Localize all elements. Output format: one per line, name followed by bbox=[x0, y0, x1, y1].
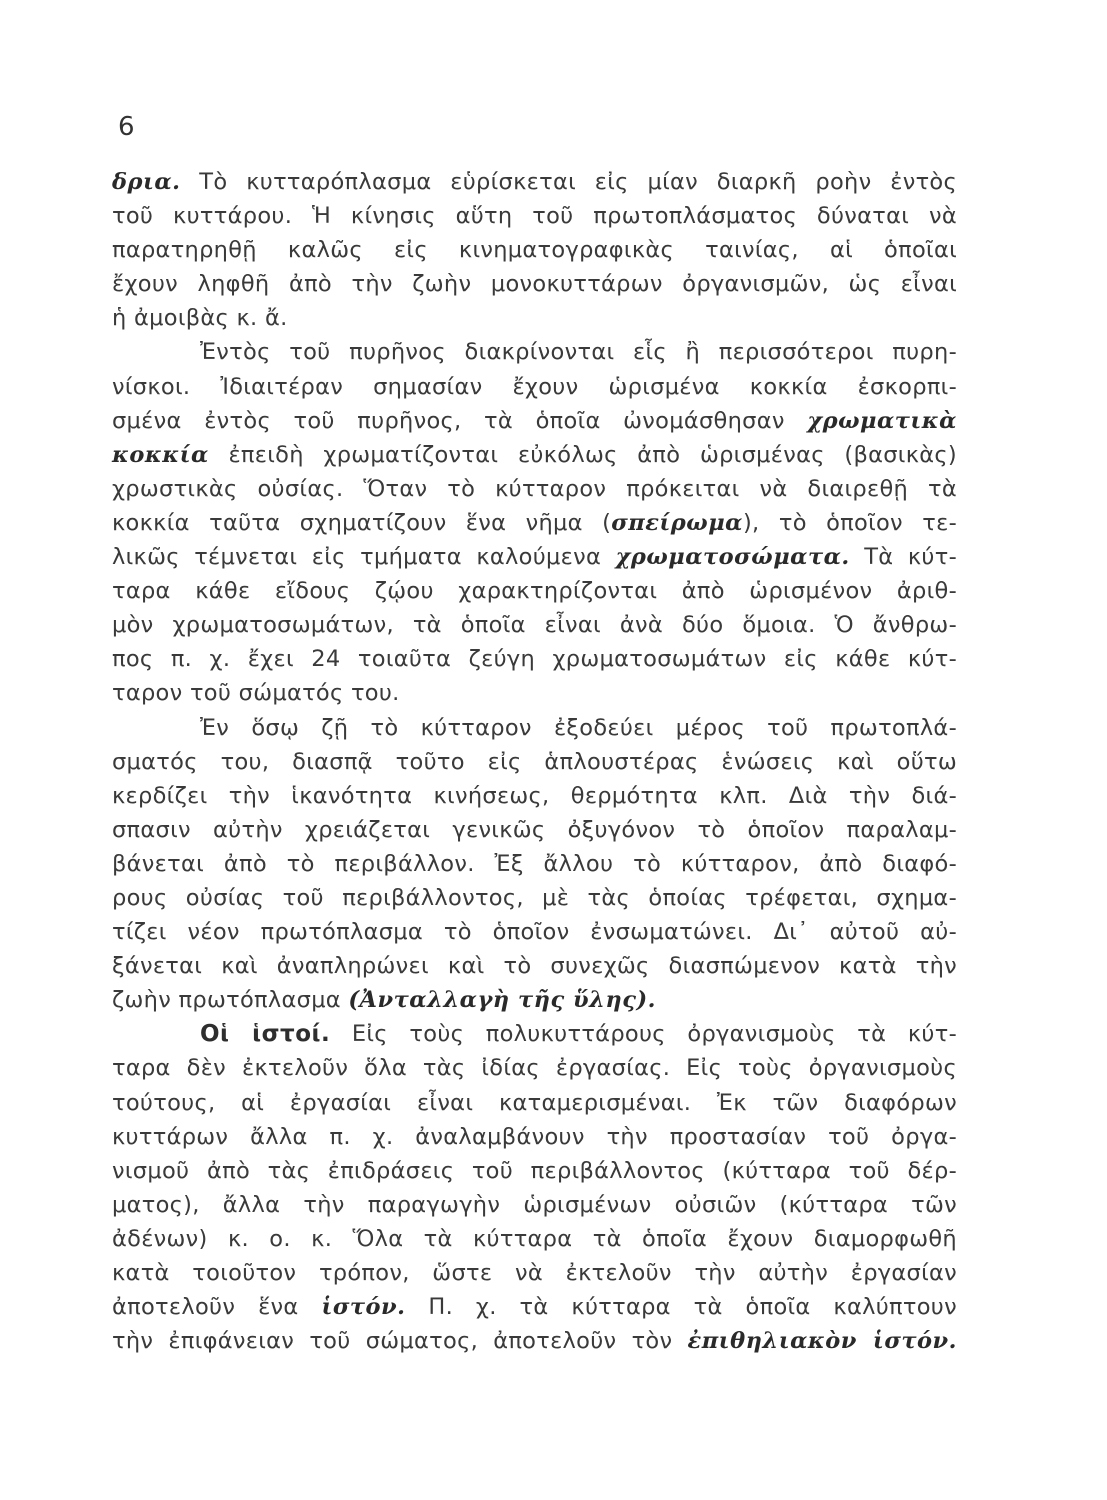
text-line bbox=[112, 1290, 957, 1324]
text-line bbox=[112, 165, 957, 199]
text-line bbox=[112, 438, 957, 472]
text-run: τίζει νέον πρωτόπλασμα τὸ ὁποῖον ἐνσωματώνει. Δι᾽ αὐτοῦ αὐ- bbox=[112, 919, 957, 946]
text-run: ταρον τοῦ σώματός του. bbox=[112, 680, 400, 707]
text-run: ), τὸ ὁποῖον τε- bbox=[742, 509, 957, 536]
text-line bbox=[112, 915, 957, 949]
paragraph-first-line bbox=[112, 335, 957, 369]
section-heading: Οἱ ἱστοί. bbox=[200, 1021, 331, 1048]
text-run: ἀποτελοῦν ἕνα bbox=[112, 1294, 322, 1321]
text-run: μὸν χρωματοσωμάτων, τὰ ὁποῖα εἶναι ἀνὰ δύο ὅμοια. Ὁ ἄνθρω- bbox=[112, 612, 957, 639]
text-run: κυττάρων ἄλλα π. χ. ἀναλαμβάνουν τὴν προστασίαν τοῦ ὀργα- bbox=[112, 1123, 957, 1150]
text-run: ζωὴν πρωτόπλασμα bbox=[112, 987, 349, 1014]
text-line bbox=[112, 608, 957, 642]
emphasis-term: δρια. bbox=[112, 169, 181, 195]
text-run: παρατηρηθῇ καλῶς εἰς κινηματογραφικὰς ταινίας, αἱ ὁποῖαι bbox=[112, 237, 957, 264]
page-number: 6 bbox=[118, 112, 135, 142]
text-line bbox=[112, 1120, 957, 1154]
text-line bbox=[112, 983, 957, 1017]
text-run: νίσκοι. Ἰδιαιτέραν σημασίαν ἔχουν ὡρισμένα κοκκία ἐσκορπι- bbox=[112, 373, 957, 400]
text-run: κερδίζει τὴν ἱκανότητα κινήσεως, θερμότητα κλπ. Διὰ τὴν διά- bbox=[112, 782, 957, 809]
text-line bbox=[112, 540, 957, 574]
text-line bbox=[112, 404, 957, 438]
text-line bbox=[112, 472, 957, 506]
paragraph-first-line bbox=[112, 711, 957, 745]
text-run: τοῦ κυττάρου. Ἡ κίνησις αὕτη τοῦ πρωτοπλάσματος δύναται νὰ bbox=[112, 203, 957, 230]
emphasis-term: ἐπιθηλιακὸν ἱστόν. bbox=[687, 1328, 958, 1355]
text-run: σπασιν αὐτὴν χρειάζεται γενικῶς ὀξυγόνον τὸ ὁποῖον παραλαμ- bbox=[112, 816, 957, 843]
text-line bbox=[112, 1154, 957, 1188]
text-run: ἐπειδὴ χρωματίζονται εὐκόλως ἀπὸ ὡρισμένας (βασικὰς) bbox=[208, 441, 957, 468]
text-line bbox=[112, 949, 957, 983]
text-line bbox=[112, 881, 957, 915]
text-run: κοκκία ταῦτα σχηματίζουν ἕνα νῆμα ( bbox=[112, 509, 612, 536]
text-line bbox=[112, 676, 957, 710]
text-run: Ἐν ὅσῳ ζῇ τὸ κύτταρον ἐξοδεύει μέρος τοῦ πρωτοπλά- bbox=[200, 714, 957, 741]
text-line bbox=[112, 847, 957, 881]
text-line bbox=[112, 574, 957, 608]
text-line bbox=[112, 642, 957, 676]
emphasis-term: ἱστόν. bbox=[321, 1294, 406, 1321]
text-line bbox=[112, 1051, 957, 1085]
text-run: ρους οὐσίας τοῦ περιβάλλοντος, μὲ τὰς ὁποίας τρέφεται, σχημα- bbox=[112, 884, 957, 911]
emphasis-term: χρωματοσώματα. bbox=[615, 544, 850, 571]
text-run: ταρα κάθε εἴδους ζῴου χαρακτηρίζονται ἀπὸ ὡρισμένον ἀριθ- bbox=[112, 578, 957, 605]
text-run: λικῶς τέμνεται εἰς τμήματα καλούμενα bbox=[112, 544, 616, 571]
emphasis-term: σπείρωμα bbox=[611, 509, 743, 536]
text-line bbox=[112, 267, 957, 301]
text-run: νισμοῦ ἀπὸ τὰς ἐπιδράσεις τοῦ περιβάλλοντος (κύτταρα τοῦ δέρ- bbox=[112, 1157, 957, 1184]
text-run: Π. χ. τὰ κύτταρα τὰ ὁποῖα καλύπτουν bbox=[405, 1294, 957, 1321]
text-run: χρωστικὰς οὐσίας. Ὅταν τὸ κύτταρον πρόκειται νὰ διαιρεθῇ τὰ bbox=[112, 475, 957, 502]
text-line bbox=[112, 199, 957, 233]
text-line bbox=[112, 779, 957, 813]
text-run: ἡ ἀμοιβὰς κ. ἄ. bbox=[112, 305, 288, 332]
text-run: τὴν ἐπιφάνειαν τοῦ σώματος, ἀποτελοῦν τὸν bbox=[112, 1328, 688, 1355]
body-text bbox=[112, 165, 957, 1358]
text-run: τούτους, αἱ ἐργασίαι εἶναι καταμερισμέναι. Ἐκ τῶν διαφόρων bbox=[112, 1089, 957, 1116]
text-run: ταρα δὲν ἐκτελοῦν ὅλα τὰς ἰδίας ἐργασίας. Εἰς τοὺς ὀργανισμοὺς bbox=[112, 1055, 957, 1082]
text-line bbox=[112, 745, 957, 779]
text-line bbox=[112, 1324, 957, 1358]
text-run: σματός του, διασπᾷ τοῦτο εἰς ἁπλουστέρας ἑνώσεις καὶ οὕτω bbox=[112, 748, 957, 775]
text-run: ματος), ἄλλα τὴν παραγωγὴν ὡρισμένων οὐσιῶν (κύτταρα τῶν bbox=[112, 1191, 957, 1218]
text-run: κατὰ τοιοῦτον τρόπον, ὥστε νὰ ἐκτελοῦν τὴν αὐτὴν ἐργασίαν bbox=[112, 1260, 957, 1286]
text-run: σμένα ἐντὸς τοῦ πυρῆνος, τὰ ὁποῖα ὠνομάσθησαν bbox=[112, 407, 808, 434]
text-line bbox=[112, 813, 957, 847]
text-line bbox=[112, 1222, 957, 1256]
text-line bbox=[112, 301, 957, 335]
text-run: ξάνεται καὶ ἀναπληρώνει καὶ τὸ συνεχῶς διασπώμενον κατὰ τὴν bbox=[112, 953, 957, 980]
text-line bbox=[112, 506, 957, 540]
text-line bbox=[112, 1256, 957, 1290]
text-line bbox=[112, 1086, 957, 1120]
text-run: Εἰς τοὺς πολυκυττάρους ὀργανισμοὺς τὰ κύτ- bbox=[330, 1021, 957, 1048]
emphasis-term: κοκκία bbox=[112, 441, 209, 468]
section-heading-line bbox=[112, 1017, 957, 1051]
text-run: βάνεται ἀπὸ τὸ περιβάλλον. Ἐξ ἄλλου τὸ κύτταρον, ἀπὸ διαφό- bbox=[112, 850, 957, 877]
text-run: πος π. χ. ἔχει 24 τοιαῦτα ζεύγη χρωματοσωμάτων εἰς κάθε κύτ- bbox=[112, 646, 957, 673]
emphasis-term: (Ἀνταλλαγὴ τῆς ὕλης). bbox=[348, 987, 656, 1014]
text-run: ἀδένων) κ. ο. κ. Ὅλα τὰ κύτταρα τὰ ὁποῖα ἔχουν διαμορφωθῆ bbox=[112, 1225, 957, 1252]
text-line bbox=[112, 233, 957, 267]
text-line bbox=[112, 1188, 957, 1222]
text-run: Τὰ κύτ- bbox=[849, 544, 957, 571]
text-line bbox=[112, 370, 957, 404]
text-run: Ἐντὸς τοῦ πυρῆνος διακρίνονται εἷς ἢ περισσότεροι πυρη- bbox=[200, 339, 957, 366]
emphasis-term: χρωματικὰ bbox=[807, 407, 957, 434]
text-run: Τὸ κυτταρόπλασμα εὑρίσκεται εἰς μίαν διαρκῆ ροὴν ἐντὸς bbox=[180, 169, 957, 195]
text-run: ἔχουν ληφθῆ ἀπὸ τὴν ζωὴν μονοκυττάρων ὀργανισμῶν, ὡς εἶναι bbox=[112, 271, 957, 298]
